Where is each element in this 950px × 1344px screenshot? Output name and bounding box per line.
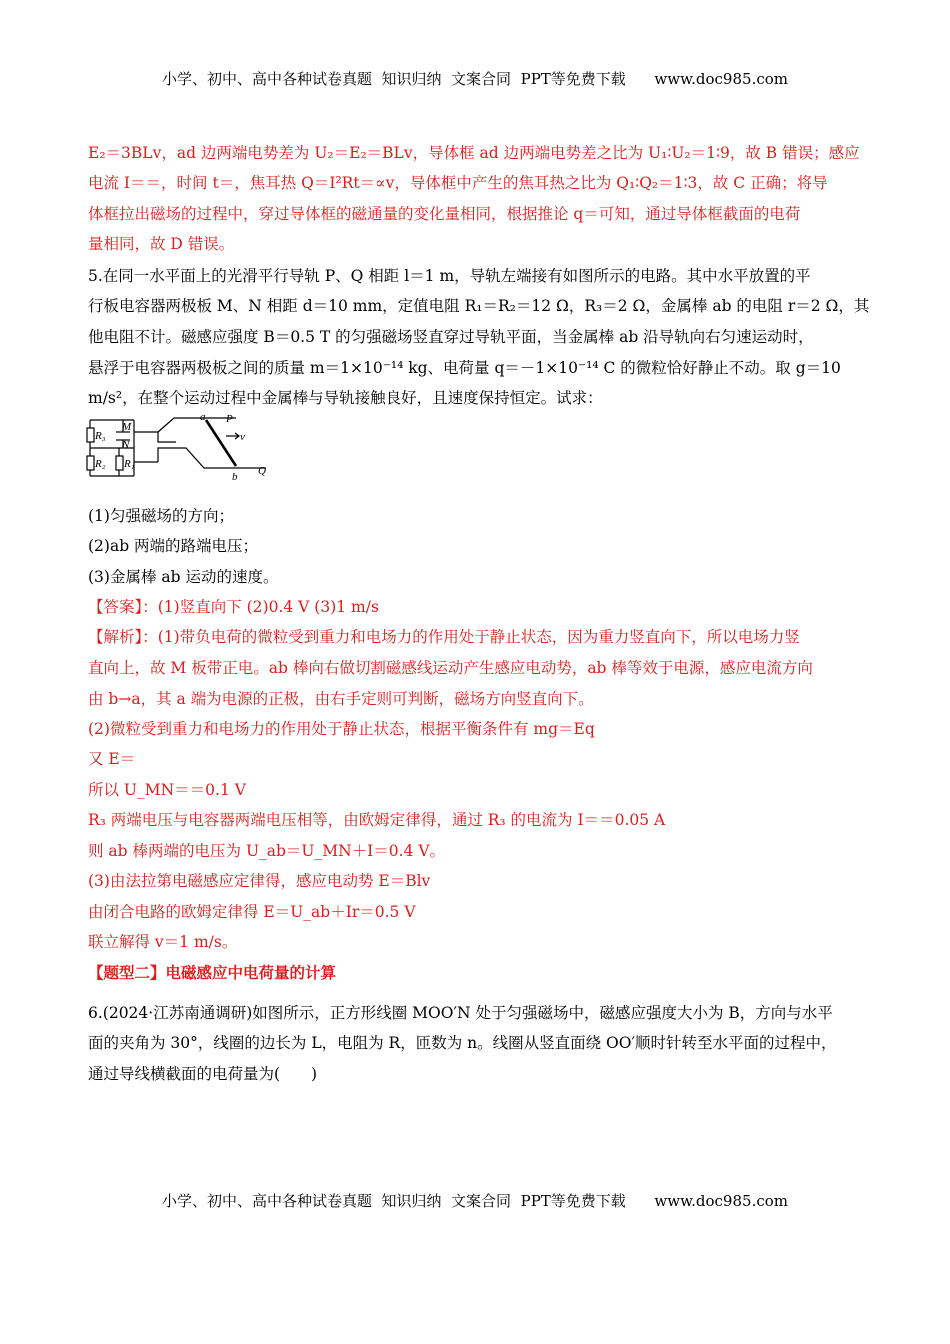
circuit-figure: [86, 412, 276, 488]
text-line: (2)ab 两端的路端电压；: [88, 537, 259, 555]
text-line: 由 b→a，其 a 端为电源的正极，由右手定则可判断，磁场方向竖直向下。: [88, 690, 594, 708]
text-line: 5.在同一水平面上的光滑平行导轨 P、Q 相距 l＝1 m，导轨左端接有如图所示的电路。其中水平放置的平: [88, 267, 811, 285]
label-a: a: [200, 412, 206, 423]
text-line: 通过导线横截面的电荷量为( ): [88, 1065, 318, 1083]
label-m: M: [122, 421, 132, 433]
page-footer: 小学、初中、高中各种试卷真题 知识归纳 文案合同 PPT等免费下载 www.doc985.com: [161, 1192, 788, 1210]
text-line: m/s²，在整个运动过程中金属棒与导轨接触良好，且速度保持恒定。试求：: [88, 389, 603, 407]
label-p: P: [226, 413, 233, 425]
text-line: 【解析】：(1)带负电荷的微粒受到重力和电场力的作用处于静止状态，因为重力竖直向下，所以电场力竖: [88, 628, 800, 646]
label-r1: R₁: [124, 458, 135, 470]
text-line: 量相同，故 D 错误。: [88, 235, 235, 253]
text-line: 直向上，故 M 板带正电。ab 棒向右做切割磁感线运动产生感应电动势，ab 棒等效于电源，感应电流方向: [88, 659, 813, 677]
text-line: 所以 U_MN＝＝0.1 V: [88, 781, 246, 799]
text-line: 联立解得 v＝1 m/s。: [88, 933, 238, 951]
text-line: 他电阻不计。磁感应强度 B＝0.5 T 的匀强磁场竖直穿过导轨平面，当金属棒 ab 沿导轨向右匀速运动时，: [88, 328, 814, 346]
text-line: 行板电容器两极板 M、N 相距 d＝10 mm，定值电阻 R₁＝R₂＝12 Ω，R₃＝2 Ω，金属棒 ab 的电阻 r＝2 Ω，其: [88, 297, 870, 315]
label-b: b: [232, 471, 238, 483]
circuit-diagram: [86, 412, 276, 484]
text-line: 【题型二】电磁感应中电荷量的计算: [88, 963, 337, 982]
label-n: N: [122, 439, 130, 451]
text-line: 体框拉出磁场的过程中，穿过导体框的磁通量的变化量相同，根据推论 q＝可知，通过导体框截面的电荷: [88, 205, 801, 223]
text-line: (1)匀强磁场的方向；: [88, 507, 234, 525]
text-line: 6.(2024·江苏南通调研)如图所示，正方形线圈 MOO′N 处于匀强磁场中，磁感应强度大小为 B，方向与水平: [88, 1004, 833, 1022]
label-r2: R₂: [95, 458, 106, 470]
label-r3: R₃: [95, 430, 106, 442]
label-q: Q: [258, 465, 266, 477]
text-line: 由闭合电路的欧姆定律得 E＝U_ab＋Ir＝0.5 V: [88, 903, 416, 921]
text-line: (3)金属棒 ab 运动的速度。: [88, 568, 279, 586]
text-line: E₂＝3BLv，ad 边两端电势差为 U₂＝E₂＝BLv，导体框 ad 边两端电势差之比为 U₁∶U₂＝1∶9，故 B 错误；感应: [88, 144, 860, 162]
text-line: R₃ 两端电压与电容器两端电压相等，由欧姆定律得，通过 R₃ 的电流为 I＝＝0.05 A: [88, 811, 666, 829]
text-line: (3)由法拉第电磁感应定律得，感应电动势 E＝Blv: [88, 872, 431, 890]
text-line: (2)微粒受到重力和电场力的作用处于静止状态，根据平衡条件有 mg＝Eq: [88, 720, 595, 738]
page-header: 小学、初中、高中各种试卷真题 知识归纳 文案合同 PPT等免费下载 www.doc985.com: [161, 70, 788, 88]
label-v: v: [240, 431, 245, 443]
text-line: 悬浮于电容器两极板之间的质量 m＝1×10⁻¹⁴ kg、电荷量 q＝－1×10⁻¹⁴ C 的微粒恰好静止不动。取 g＝10: [88, 359, 841, 377]
text-line: 【答案】：(1)竖直向下 (2)0.4 V (3)1 m/s: [88, 598, 379, 616]
text-line: 电流 I＝＝，时间 t＝，焦耳热 Q＝I²Rt＝∝v，导体框中产生的焦耳热之比为 Q₁∶Q₂＝1∶3，故 C 正确；将导: [88, 174, 828, 192]
text-line: 则 ab 棒两端的电压为 U_ab＝U_MN＋I＝0.4 V。: [88, 842, 446, 860]
text-line: 又 E＝: [88, 750, 136, 768]
text-line: 面的夹角为 30°，线圈的边长为 L，电阻为 R，匝数为 n。线圈从竖直面绕 OO′顺时针转至水平面的过程中，: [88, 1034, 837, 1052]
